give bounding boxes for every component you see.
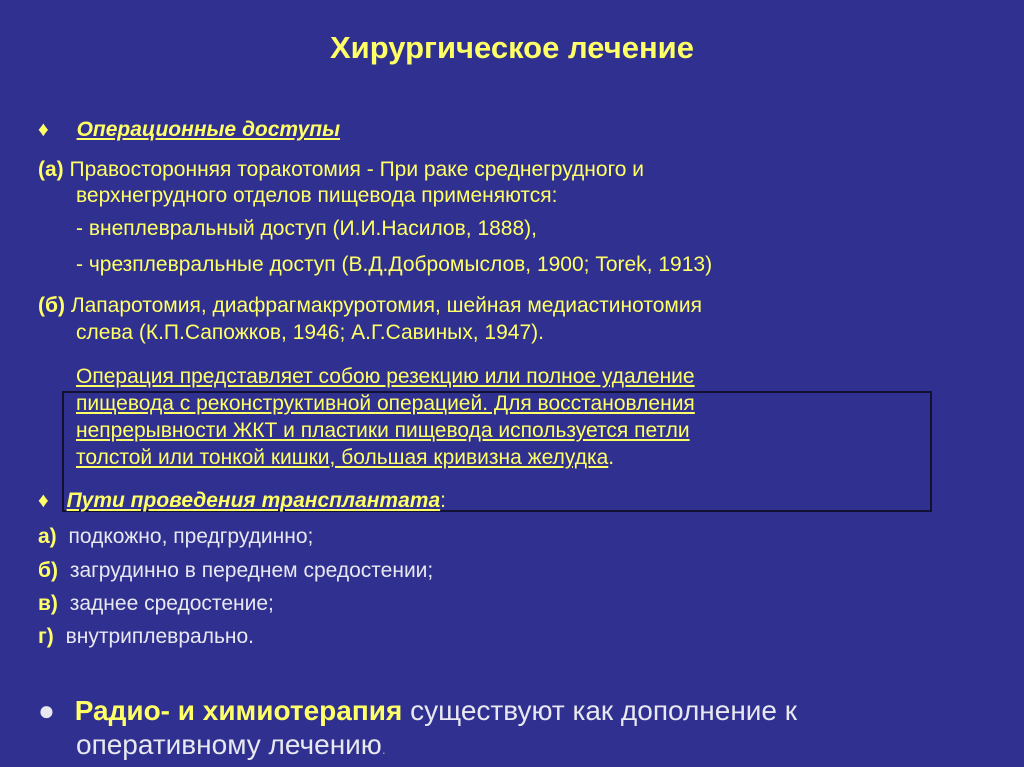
item-b-line2: слева (К.П.Сапожков, 1946; А.Г.Савиных, 1947).: [76, 321, 544, 344]
operation-line4: [76, 445, 614, 471]
footer-line2-text: оперативному лечению: [76, 729, 382, 760]
route-text: загрудинно в переднем средостении;: [69, 559, 434, 582]
item-a-marker: (а): [38, 158, 64, 181]
section-operative-access-heading: [38, 117, 340, 143]
section2-heading-text: Пути проведения трансплантата: [66, 489, 441, 512]
operation-line1: Операция представляет собою резекцию или полное удаление: [76, 365, 695, 388]
route-marker: б): [38, 559, 58, 582]
item-a-sub1: - внеплевральный доступ (И.И.Насилов, 1888),: [76, 217, 537, 240]
diamond-bullet-icon: ♦: [38, 489, 49, 512]
operation-line2: пищевода с реконструктивной операцией. Для восстановления: [76, 392, 695, 415]
operation-line4-period: .: [608, 446, 615, 469]
footer-dot: .: [381, 741, 386, 757]
route-marker: в): [38, 592, 58, 615]
round-bullet-icon: ●: [38, 695, 55, 726]
footer-line1: [38, 694, 797, 728]
route-text: внутриплеврально.: [65, 625, 254, 648]
operation-line4-text: толстой или тонкой кишки, большая кривизна желудка: [76, 446, 609, 469]
item-a-text1: Правосторонняя торакотомия - При раке среднегрудного и: [69, 158, 645, 181]
item-a-sub2: - чрезплевральные доступ (В.Д.Добромыслов, 1900; Torek, 1913): [76, 253, 713, 276]
route-marker: а): [38, 525, 57, 548]
slide-title: Хирургическое лечение: [330, 30, 694, 65]
item-a-line2: верхнегрудного отделов пищевода применяются:: [76, 184, 558, 207]
route-item: [38, 591, 274, 617]
route-item: [38, 558, 433, 584]
item-b-line1: [38, 293, 702, 319]
footer-bold-text: Радио- и химиотерапия: [74, 695, 403, 726]
route-item: [38, 624, 254, 650]
footer-line2: [76, 728, 386, 766]
route-item: [38, 524, 313, 550]
section-heading-text: Операционные доступы: [76, 118, 341, 141]
footer-rest-text: существуют как дополнение к: [402, 695, 798, 726]
route-text: подкожно, предгрудинно;: [68, 525, 314, 548]
section-transplant-routes-heading: [38, 488, 446, 514]
section2-colon: :: [440, 489, 446, 512]
operation-line3: непрерывности ЖКТ и пластики пищевода используется петли: [76, 419, 690, 442]
route-marker: г): [38, 625, 54, 648]
item-b-marker: (б): [38, 294, 65, 317]
diamond-bullet-icon: ♦: [38, 118, 49, 141]
item-a-line1: [38, 157, 644, 183]
item-b-text1: Лапаротомия, диафрагмакруротомия, шейная медиастинотомия: [70, 294, 702, 317]
route-text: заднее средостение;: [69, 592, 274, 615]
